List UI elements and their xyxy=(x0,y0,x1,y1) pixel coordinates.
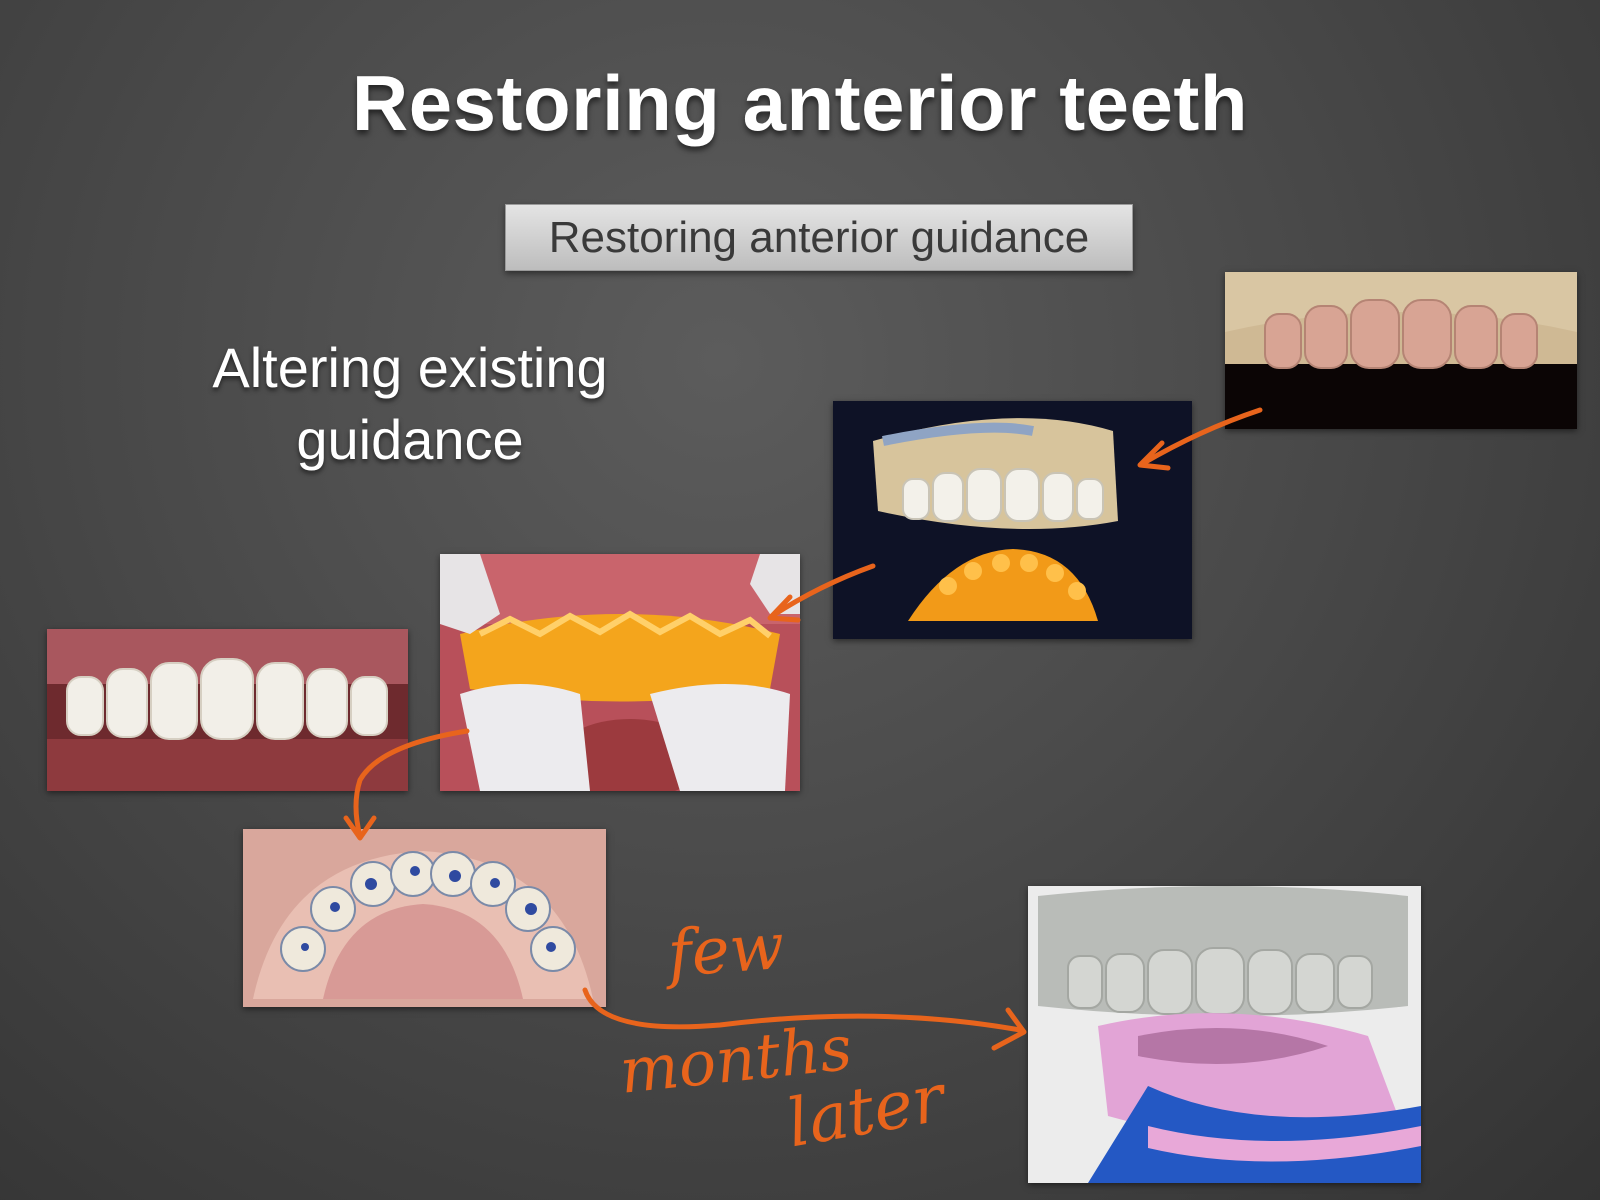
side-text xyxy=(150,332,670,476)
photo-model-bite-registration xyxy=(1028,886,1421,1183)
arrowhead-occlusal-to-model xyxy=(994,1010,1024,1048)
subtitle-box: Restoring anterior guidance xyxy=(505,204,1133,271)
photo-final-restorations xyxy=(47,629,408,791)
photo-index-in-mouth xyxy=(440,554,800,791)
side-text-line-1: Altering existing xyxy=(212,336,608,399)
slide-title: Restoring anterior teeth xyxy=(351,59,1249,147)
photo-occlusal-marking xyxy=(243,829,606,1007)
annotation-few: few xyxy=(665,909,787,992)
side-text-line-2: guidance xyxy=(296,408,524,471)
photo-waxup-model xyxy=(1225,272,1577,429)
annotation-months: months xyxy=(616,1010,856,1108)
annotation-later: later xyxy=(781,1059,950,1163)
photo-cast-with-index xyxy=(833,401,1192,639)
